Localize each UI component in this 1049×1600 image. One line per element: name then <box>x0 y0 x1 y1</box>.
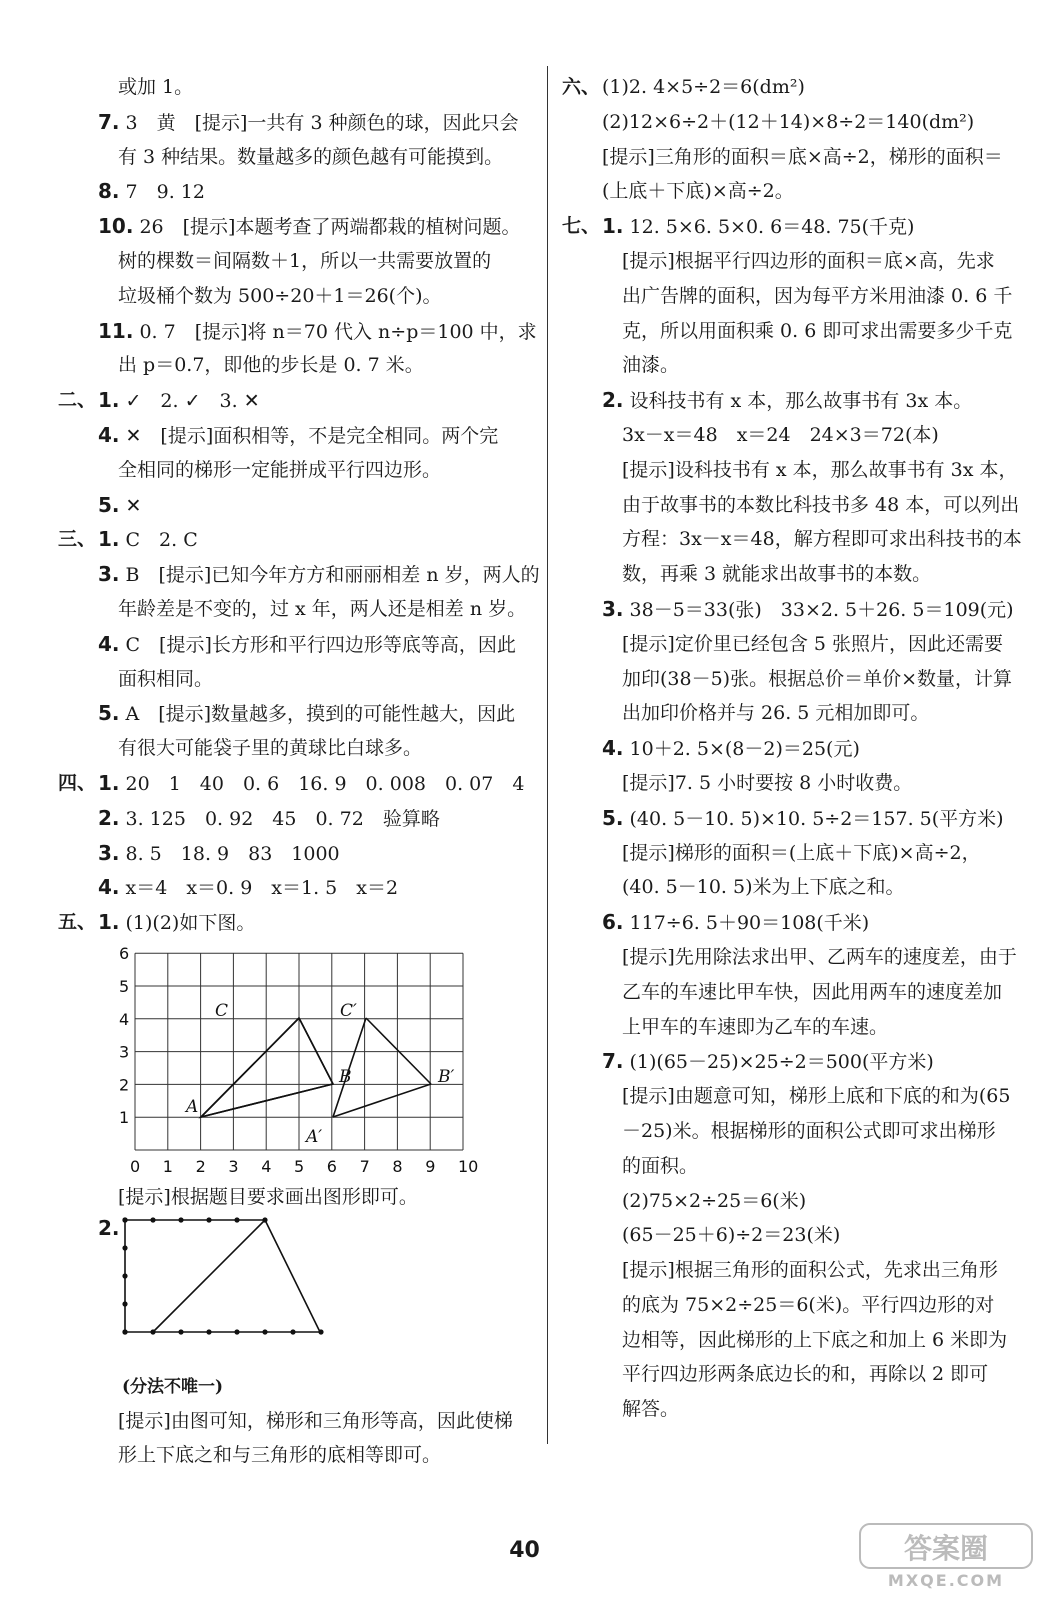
answer-text: [提示]先用除法求出甲、乙两车的速度差，由于 <box>622 945 1017 968</box>
answer-text: (65－25＋6)÷2＝23(米) <box>622 1224 841 1247</box>
lattice-dot <box>122 1245 127 1250</box>
answer-line <box>562 627 1049 662</box>
lattice-dot <box>318 1329 323 1334</box>
section-marker: 七、 <box>562 215 601 238</box>
answer-line <box>562 731 1049 766</box>
figure-right-edge <box>265 1220 320 1332</box>
x-tick-label: 10 <box>458 1157 478 1176</box>
answer-text: ✓ 2. ✓ 3. ✕ <box>125 390 260 413</box>
question-number: 2. <box>98 805 120 830</box>
lattice-dot <box>178 1329 183 1334</box>
answer-line <box>58 627 548 662</box>
answer-line <box>562 1392 1049 1427</box>
answer-line <box>58 592 548 627</box>
answer-line <box>562 174 1049 209</box>
triangle-abc-edge <box>201 1084 333 1117</box>
lattice-dot <box>122 1217 127 1222</box>
lattice-dot <box>150 1217 155 1222</box>
lattice-dot <box>290 1329 295 1334</box>
answer-text: －25)米。根据梯形的面积公式即可求出梯形 <box>622 1119 996 1142</box>
answer-text: (1)(65－25)×25÷2＝500(平方米) <box>629 1051 934 1074</box>
answer-text: 10＋2. 5×(8－2)＝25(元) <box>629 738 860 761</box>
answer-line <box>562 522 1049 557</box>
question-number: 10. <box>98 214 134 239</box>
answer-line <box>58 662 548 697</box>
question-number: 4. <box>98 422 120 447</box>
lattice-dot <box>206 1329 211 1334</box>
answer-text: 由于故事书的本数比科技书多 48 本，可以列出 <box>622 493 1020 516</box>
answer-text: [提示]由题意可知，梯形上底和下底的和为(65 <box>622 1085 1011 1108</box>
answer-text: 边相等，因此梯形的上下底之和加上 6 米即为 <box>622 1328 1008 1351</box>
lattice-dot <box>122 1273 127 1278</box>
x-tick-label: 0 <box>130 1157 141 1176</box>
section-marker: 五、 <box>58 911 97 934</box>
answer-text: [提示]根据三角形的面积公式，先求出三角形 <box>622 1259 998 1282</box>
lattice-dot <box>178 1217 183 1222</box>
answer-text: 出广告牌的面积，因为每平方米用油漆 0. 6 千 <box>622 284 1013 307</box>
y-tick-label: 2 <box>119 1075 130 1095</box>
answer-text: ✕ <box>125 494 142 517</box>
y-tick-label: 5 <box>119 977 130 996</box>
answer-line <box>58 70 548 105</box>
section-marker: 四、 <box>58 771 97 794</box>
answer-line <box>562 801 1049 836</box>
answer-text: 加印(38－5)张。根据总价＝单价×数量，计算 <box>622 667 1013 690</box>
question-number: 4. <box>602 736 624 761</box>
trapezoid-dot-figure <box>105 1212 335 1342</box>
x-tick-label: 9 <box>425 1157 436 1176</box>
answer-text: 有 3 种结果。数量越多的颜色越有可能摸到。 <box>118 145 504 168</box>
answer-line <box>562 105 1049 140</box>
question-number: 7. <box>98 109 120 134</box>
hint-5-1: [提示]根据题目要求画出图形即可。 <box>118 1186 418 1208</box>
question-number: 5. <box>98 701 120 726</box>
question-number: 3. <box>602 596 624 621</box>
x-tick-label: 3 <box>228 1157 239 1176</box>
question-number: 3. <box>98 562 120 587</box>
answer-text: 的底为 75×2÷25＝6(米)。平行四边形的对 <box>622 1293 995 1316</box>
label-c-prime: C′ <box>340 1001 357 1021</box>
answer-line <box>562 70 1049 105</box>
answer-text: 全相同的梯形一定能拼成平行四边形。 <box>118 458 442 481</box>
question-number: 2. <box>602 388 624 413</box>
triangle-abc <box>201 1018 333 1117</box>
answer-line <box>562 870 1049 905</box>
answer-text: 乙车的车速比甲车快，因此用两车的速度差加 <box>622 980 1003 1003</box>
answer-text: 8. 5 18. 9 83 1000 <box>125 842 340 865</box>
answer-line <box>562 696 1049 731</box>
y-tick-label: 1 <box>119 1108 130 1128</box>
lattice-dot <box>234 1217 239 1222</box>
answer-line <box>562 418 1049 453</box>
answer-text: [提示]三角形的面积＝底×高÷2，梯形的面积＝ <box>602 145 1003 168</box>
answer-line <box>562 140 1049 175</box>
svg-text:答案圈: 答案圈 <box>903 1532 989 1565</box>
answer-text: 7 9. 12 <box>125 181 205 204</box>
answer-line <box>562 453 1049 488</box>
answer-text: 3 黄 [提示]一共有 3 种颜色的球，因此只会 <box>125 111 519 134</box>
lattice-dot <box>262 1217 267 1222</box>
answer-text: 解答。 <box>622 1398 680 1421</box>
answer-line <box>58 244 548 279</box>
answer-line <box>562 940 1049 975</box>
triangle-abc-edge <box>299 1018 333 1084</box>
lattice-dot <box>262 1329 267 1334</box>
y-tick-label: 4 <box>119 1009 130 1029</box>
answer-line <box>58 766 548 801</box>
answer-text: (2)75×2÷25＝6(米) <box>622 1189 807 1212</box>
answer-line <box>562 1114 1049 1149</box>
answer-line <box>58 696 548 731</box>
label-c: C <box>215 1001 229 1021</box>
answer-text: 出 p＝0.7，即他的步长是 0. 7 米。 <box>118 354 424 377</box>
answer-line <box>58 383 548 418</box>
answer-text: 或加 1。 <box>118 76 194 98</box>
answer-line <box>562 836 1049 871</box>
answer-text: 树的棵数＝间隔数＋1，所以一共需要放置的 <box>118 249 492 272</box>
answer-text: 的面积。 <box>622 1154 699 1177</box>
answer-line <box>58 836 548 871</box>
watermark-logo <box>856 1520 1036 1590</box>
answer-text: [提示]7. 5 小时要按 8 小时收费。 <box>622 771 913 794</box>
answer-line <box>562 1218 1049 1253</box>
answer-line <box>58 557 548 592</box>
answer-text: A [提示]数量越多，摸到的可能性越大，因此 <box>125 703 516 726</box>
lattice-dot <box>122 1329 127 1334</box>
answer-line <box>58 348 548 383</box>
left-column <box>58 70 548 940</box>
answer-text: 平行四边形两条底边长的和，再除以 2 即可 <box>622 1363 989 1386</box>
answer-text: 117÷6. 5＋90＝108(千米) <box>629 912 870 935</box>
answer-line <box>562 557 1049 592</box>
svg-text:MXQE.COM: MXQE.COM <box>887 1571 1005 1590</box>
note-multiple-solutions: (分法不唯一) <box>122 1377 224 1397</box>
y-tick-label: 3 <box>119 1042 130 1062</box>
page-number: 40 <box>509 1538 540 1563</box>
answer-line <box>58 279 548 314</box>
answer-line <box>562 766 1049 801</box>
answer-text: 垃圾桶个数为 500÷20＋1＝26(个)。 <box>118 284 442 307</box>
answer-text: C 2. C <box>125 529 198 552</box>
answer-line <box>58 731 548 766</box>
answer-line <box>58 174 548 209</box>
question-number: 8. <box>98 179 120 204</box>
label-b: B <box>339 1067 352 1087</box>
answer-text: [提示]设科技书有 x 本，那么故事书有 3x 本， <box>622 458 1018 481</box>
x-tick-label: 7 <box>359 1157 370 1176</box>
x-tick-label: 5 <box>294 1157 305 1176</box>
question-number: 6. <box>602 910 624 935</box>
label-a-prime: A′ <box>306 1127 323 1147</box>
answer-line <box>58 105 548 140</box>
answer-text: (1)2. 4×5÷2＝6(dm²) <box>602 76 805 98</box>
answer-text: ✕ [提示]面积相等，不是完全相同。两个完 <box>125 424 499 447</box>
question-number: 7. <box>602 1049 624 1074</box>
answer-line <box>58 488 548 523</box>
triangle-a2b2c2-edge <box>333 1084 431 1117</box>
triangle-a2b2c2-edge <box>366 1018 431 1084</box>
answer-line <box>562 209 1049 244</box>
answer-line <box>58 801 548 836</box>
right-column <box>562 70 1049 1427</box>
y-tick-label: 6 <box>119 944 130 964</box>
question-number: 4. <box>98 631 120 656</box>
lattice-dot <box>206 1217 211 1222</box>
answer-line <box>562 383 1049 418</box>
question-number: 1. <box>602 214 624 239</box>
answer-text: 38－5＝33(张) 33×2. 5＋26. 5＝109(元) <box>629 598 1014 621</box>
lattice-dot <box>234 1329 239 1334</box>
answer-line <box>562 314 1049 349</box>
answer-line <box>562 1323 1049 1358</box>
question-number: 3. <box>98 840 120 865</box>
answer-text: (40. 5－10. 5)×10. 5÷2＝157. 5(平方米) <box>629 807 1004 830</box>
answer-text: (上底＋下底)×高÷2。 <box>602 180 794 203</box>
answer-line <box>562 244 1049 279</box>
answer-line <box>58 522 548 557</box>
answer-line <box>562 1010 1049 1045</box>
question-5-2-number: 2. <box>98 1216 120 1240</box>
coordinate-grid-figure <box>58 938 478 1178</box>
answer-line <box>562 975 1049 1010</box>
answer-text: (1)(2)如下图。 <box>125 912 256 935</box>
x-tick-label: 1 <box>162 1157 173 1176</box>
answer-line <box>562 1044 1049 1079</box>
answer-line <box>562 1149 1049 1184</box>
question-number: 11. <box>98 318 134 343</box>
answer-line <box>58 140 548 175</box>
answer-text: 3x－x＝48 x＝24 24×3＝72(本) <box>622 423 939 446</box>
x-tick-label: 6 <box>326 1157 337 1176</box>
hint-5-2-line-2: 形上下底之和与三角形的底相等即可。 <box>118 1444 442 1466</box>
question-number: 5. <box>98 492 120 517</box>
answer-line <box>58 453 548 488</box>
question-number: 1. <box>98 770 120 795</box>
question-number: 1. <box>98 910 120 935</box>
answer-text: 方程：3x－x＝48，解方程即可求出科技书的本 <box>622 528 1022 551</box>
x-tick-label: 8 <box>392 1157 403 1176</box>
question-number: 4. <box>98 875 120 900</box>
figure-dividing-line <box>153 1220 265 1332</box>
answer-text: x＝4 x＝0. 9 x＝1. 5 x＝2 <box>125 877 399 900</box>
x-tick-label: 2 <box>195 1157 206 1176</box>
answer-text: 设科技书有 x 本，那么故事书有 3x 本。 <box>629 390 973 413</box>
section-marker: 六、 <box>562 76 601 98</box>
answer-line <box>562 1079 1049 1114</box>
answer-text: 面积相同。 <box>118 667 214 690</box>
hint-5-2-line-1: [提示]由图可知，梯形和三角形等高，因此使梯 <box>118 1410 513 1432</box>
answer-text: 上甲车的车速即为乙车的车速。 <box>622 1015 889 1038</box>
answer-line <box>58 905 548 940</box>
answer-line <box>562 1253 1049 1288</box>
answer-text: (40. 5－10. 5)米为上下底之和。 <box>622 876 905 899</box>
triangle-abc-edge <box>201 1018 299 1117</box>
answer-text: 克，所以用面积乘 0. 6 即可求出需要多少千克 <box>622 319 1013 342</box>
lattice-dot <box>122 1301 127 1306</box>
answer-text: 油漆。 <box>622 354 680 377</box>
answer-text: [提示]梯形的面积＝(上底＋下底)×高÷2， <box>622 841 981 864</box>
question-number: 1. <box>98 388 120 413</box>
question-number: 5. <box>602 805 624 830</box>
section-marker: 二、 <box>58 389 97 412</box>
lattice-dot <box>150 1329 155 1334</box>
answer-text: B [提示]已知今年方方和丽丽相差 n 岁，两人的 <box>125 564 540 587</box>
answer-line <box>58 209 548 244</box>
answer-text: [提示]根据平行四边形的面积＝底×高，先求 <box>622 249 995 272</box>
answer-text: 有很大可能袋子里的黄球比白球多。 <box>118 737 423 760</box>
section-marker: 三、 <box>58 528 97 551</box>
answer-text: C [提示]长方形和平行四边形等底等高，因此 <box>125 633 516 656</box>
question-number: 1. <box>98 527 120 552</box>
answer-line <box>562 662 1049 697</box>
answer-line <box>562 348 1049 383</box>
answer-text: [提示]定价里已经包含 5 张照片，因此还需要 <box>622 632 1003 655</box>
answer-line <box>562 592 1049 627</box>
answer-line <box>58 314 548 349</box>
label-a: A <box>186 1097 199 1117</box>
answer-line <box>562 1357 1049 1392</box>
answer-line <box>562 1288 1049 1323</box>
answer-text: 26 [提示]本题考查了两端都栽的植树问题。 <box>139 216 521 239</box>
answer-line <box>562 279 1049 314</box>
answer-text: 数，再乘 3 就能求出故事书的本数。 <box>622 563 932 586</box>
label-b-prime: B′ <box>438 1067 455 1087</box>
answer-text: 出加印价格并与 26. 5 元相加即可。 <box>622 702 930 725</box>
answer-line <box>58 870 548 905</box>
answer-text: 12. 5×6. 5×0. 6＝48. 75(千克) <box>629 216 915 239</box>
answer-line <box>562 905 1049 940</box>
answer-line <box>562 1184 1049 1219</box>
answer-text: 3. 125 0. 92 45 0. 72 验算略 <box>125 807 440 830</box>
answer-text: 0. 7 [提示]将 n＝70 代入 n÷p＝100 中，求 <box>139 320 537 343</box>
answer-text: 年龄差是不变的，过 x 年，两人还是相差 n 岁。 <box>118 597 527 620</box>
answer-line <box>562 488 1049 523</box>
answer-text: (2)12×6÷2＋(12＋14)×8÷2＝140(dm²) <box>602 110 975 133</box>
answer-text: 20 1 40 0. 6 16. 9 0. 008 0. 07 4 <box>125 772 525 795</box>
x-tick-label: 4 <box>261 1157 272 1176</box>
answer-line <box>58 418 548 453</box>
